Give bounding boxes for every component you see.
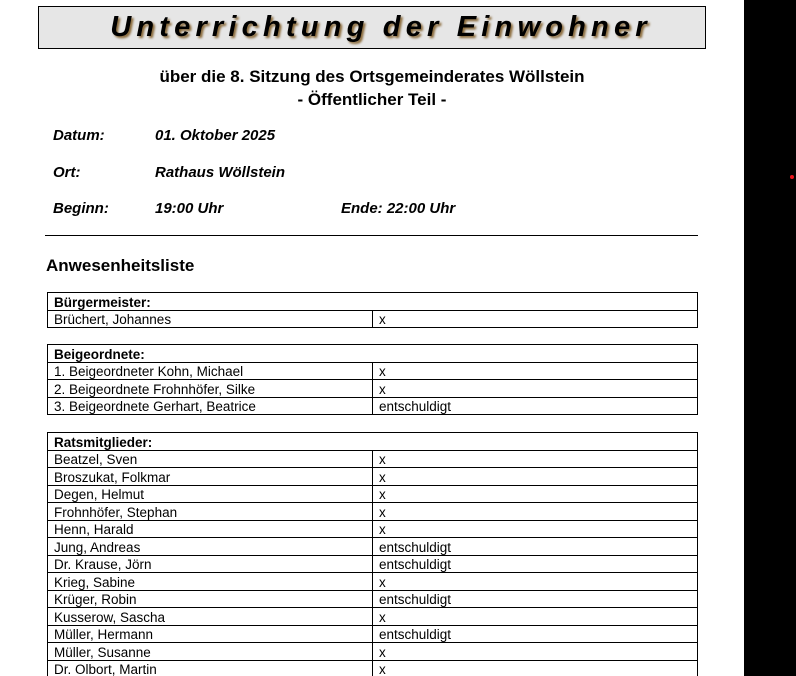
table-row: [48, 573, 698, 591]
member-status: entschuldigt: [373, 590, 698, 608]
table-header-row: [48, 345, 698, 363]
table-row: [48, 380, 698, 398]
document-title: Unterrichtung der Einwohner: [110, 11, 652, 43]
member-status: x: [373, 660, 698, 676]
member-status: x: [373, 485, 698, 503]
subtitle-session: über die 8. Sitzung des Ortsgemeinderates Wöllstein: [159, 67, 585, 86]
table-row: [48, 590, 698, 608]
attendance-heading: Anwesenheitsliste: [46, 256, 195, 275]
table-mayor: [47, 292, 698, 328]
date-value: 01. Oktober 2025: [155, 127, 276, 144]
table-row: [48, 485, 698, 503]
table-row: [48, 310, 698, 328]
member-name: Frohnhöfer, Stephan: [48, 503, 373, 521]
member-name: Dr. Krause, Jörn: [48, 555, 373, 573]
place-value: Rathaus Wöllstein: [155, 164, 286, 181]
table-row: [48, 362, 698, 380]
member-status: entschuldigt: [373, 538, 698, 556]
member-name: Degen, Helmut: [48, 485, 373, 503]
group-title: Beigeordnete:: [48, 345, 698, 363]
table-council-members: [47, 432, 698, 676]
member-status: entschuldigt: [373, 555, 698, 573]
start-label: Beginn:: [53, 200, 109, 217]
member-name: 2. Beigeordnete Frohnhöfer, Silke: [48, 380, 373, 398]
member-name: Henn, Harald: [48, 520, 373, 538]
divider: [45, 235, 698, 236]
member-name: 1. Beigeordneter Kohn, Michael: [48, 362, 373, 380]
start-value: 19:00 Uhr: [155, 200, 224, 217]
group-title: Ratsmitglieder:: [48, 433, 698, 451]
member-status: x: [373, 643, 698, 661]
table-row: [48, 520, 698, 538]
table-row: [48, 625, 698, 643]
table-header-row: [48, 433, 698, 451]
member-name: Broszukat, Folkmar: [48, 468, 373, 486]
table-deputies: [47, 344, 698, 415]
member-name: Dr. Olbort, Martin: [48, 660, 373, 676]
member-name: 3. Beigeordnete Gerhart, Beatrice: [48, 397, 373, 415]
table-row: [48, 397, 698, 415]
member-name: Krieg, Sabine: [48, 573, 373, 591]
member-name: Müller, Hermann: [48, 625, 373, 643]
member-name: Kusserow, Sascha: [48, 608, 373, 626]
member-status: x: [373, 310, 698, 328]
member-status: x: [373, 608, 698, 626]
member-status: x: [373, 503, 698, 521]
date-label: Datum:: [53, 127, 105, 144]
table-row: [48, 660, 698, 676]
title-banner: [38, 6, 706, 49]
member-name: Krüger, Robin: [48, 590, 373, 608]
side-panel: [744, 0, 796, 676]
cursor-marker-icon: [790, 175, 794, 179]
member-status: x: [373, 450, 698, 468]
end-time: Ende: 22:00 Uhr: [341, 200, 456, 217]
member-status: x: [373, 573, 698, 591]
place-label: Ort:: [53, 164, 81, 181]
table-row: [48, 450, 698, 468]
member-status: entschuldigt: [373, 397, 698, 415]
member-name: Brüchert, Johannes: [48, 310, 373, 328]
member-name: Jung, Andreas: [48, 538, 373, 556]
table-row: [48, 538, 698, 556]
member-status: x: [373, 362, 698, 380]
member-name: Beatzel, Sven: [48, 450, 373, 468]
table-header-row: [48, 293, 698, 311]
group-title: Bürgermeister:: [48, 293, 698, 311]
table-row: [48, 468, 698, 486]
member-status: entschuldigt: [373, 625, 698, 643]
table-row: [48, 643, 698, 661]
member-status: x: [373, 380, 698, 398]
member-status: x: [373, 468, 698, 486]
table-row: [48, 503, 698, 521]
table-row: [48, 608, 698, 626]
subtitle-public-part: - Öffentlicher Teil -: [297, 90, 447, 109]
table-row: [48, 555, 698, 573]
member-name: Müller, Susanne: [48, 643, 373, 661]
member-status: x: [373, 520, 698, 538]
